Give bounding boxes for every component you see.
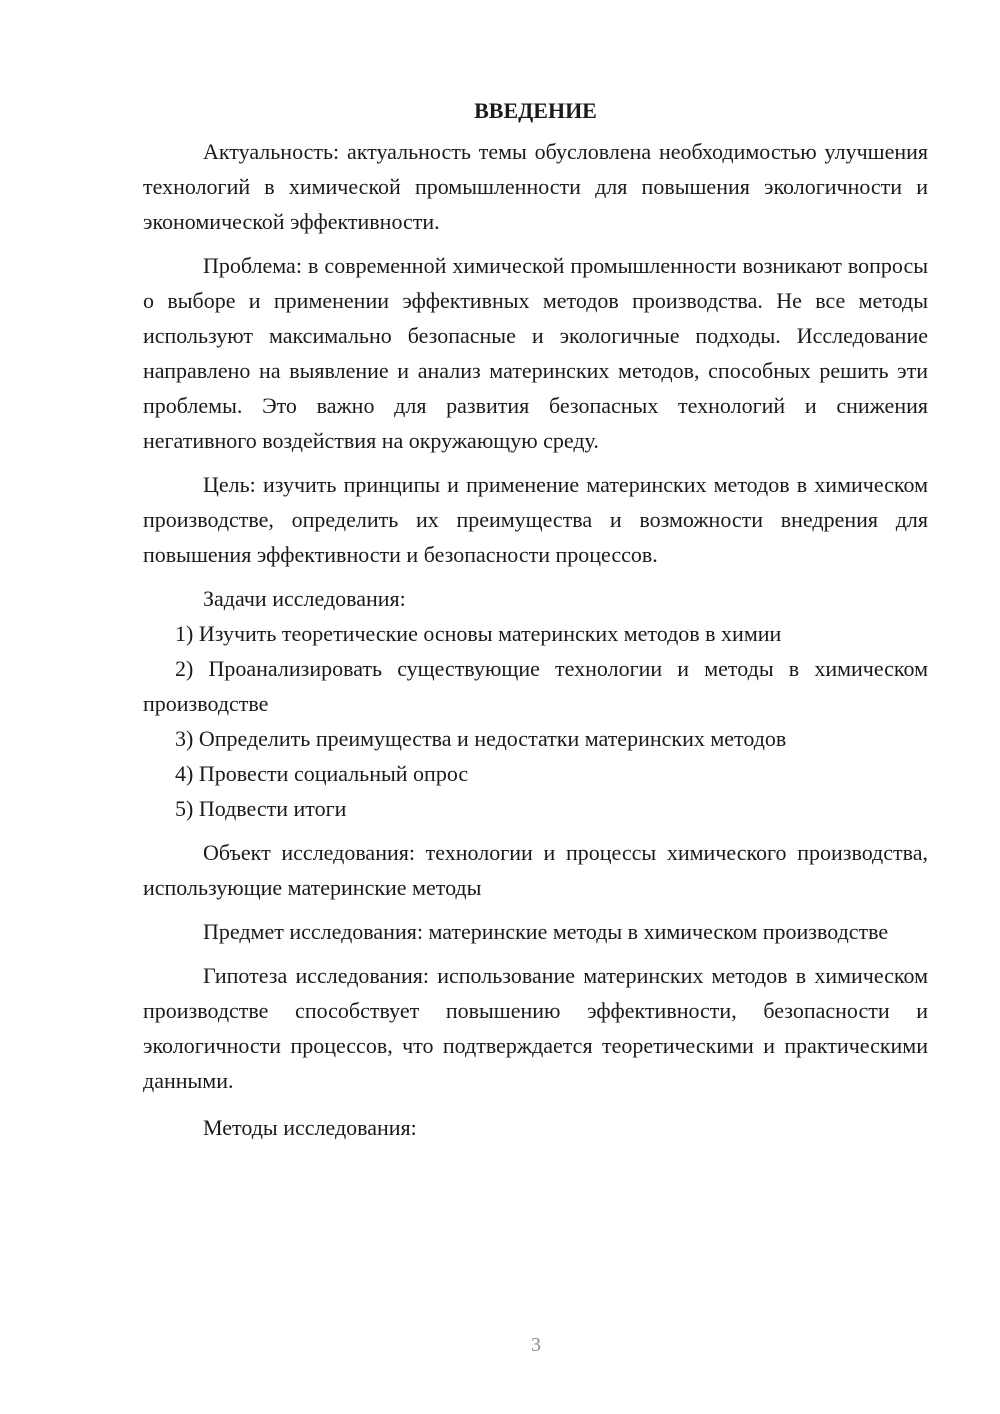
page-number: 3 — [531, 1334, 541, 1356]
list-item: 4) Провести социальный опрос — [175, 761, 469, 786]
list-item: 1) Изучить теоретические основы материнских методов в химии — [175, 621, 782, 646]
methods-heading: Методы исследования: — [203, 1115, 417, 1140]
list-item: 2) Проанализировать существующие технологии и методы в химическом производстве — [143, 656, 928, 716]
tasks-list — [143, 616, 928, 826]
paragraph-hypothesis: Гипотеза исследования: использование материнских методов в химическом производстве способствует повышению эффективности, безопасности и экологичности процессов, что подтверждается теоретическими и практическими данными. — [143, 963, 928, 1093]
page-content — [143, 96, 928, 1145]
paragraph-subject: Предмет исследования: материнские методы в химическом производстве — [203, 919, 889, 944]
paragraph-goal: Цель: изучить принципы и применение материнских методов в химическом производстве, определить их преимущества и возможности внедрения для повышения эффективности и безопасности процессов. — [143, 472, 928, 567]
page-title: ВВЕДЕНИЕ — [474, 98, 597, 123]
list-item: 5) Подвести итоги — [175, 796, 347, 821]
paragraph-relevance: Актуальность: актуальность темы обусловлена необходимостью улучшения технологий в химической промышленности для повышения экологичности и экономической эффективности. — [143, 139, 928, 234]
paragraph-object: Объект исследования: технологии и процессы химического производства, использующие материнские методы — [143, 840, 928, 900]
paragraph-problem: Проблема: в современной химической промышленности возникают вопросы о выборе и применении эффективных методов производства. Не все методы используют максимально безопасные и экологичные подходы. Исследование направлено на выявление и анализ материнских методов, способных решить эти проблемы. Это важно для развития безопасных технологий и снижения негативного воздействия на окружающую среду. — [143, 253, 928, 453]
tasks-heading: Задачи исследования: — [203, 586, 406, 611]
list-item: 3) Определить преимущества и недостатки материнских методов — [175, 726, 787, 751]
